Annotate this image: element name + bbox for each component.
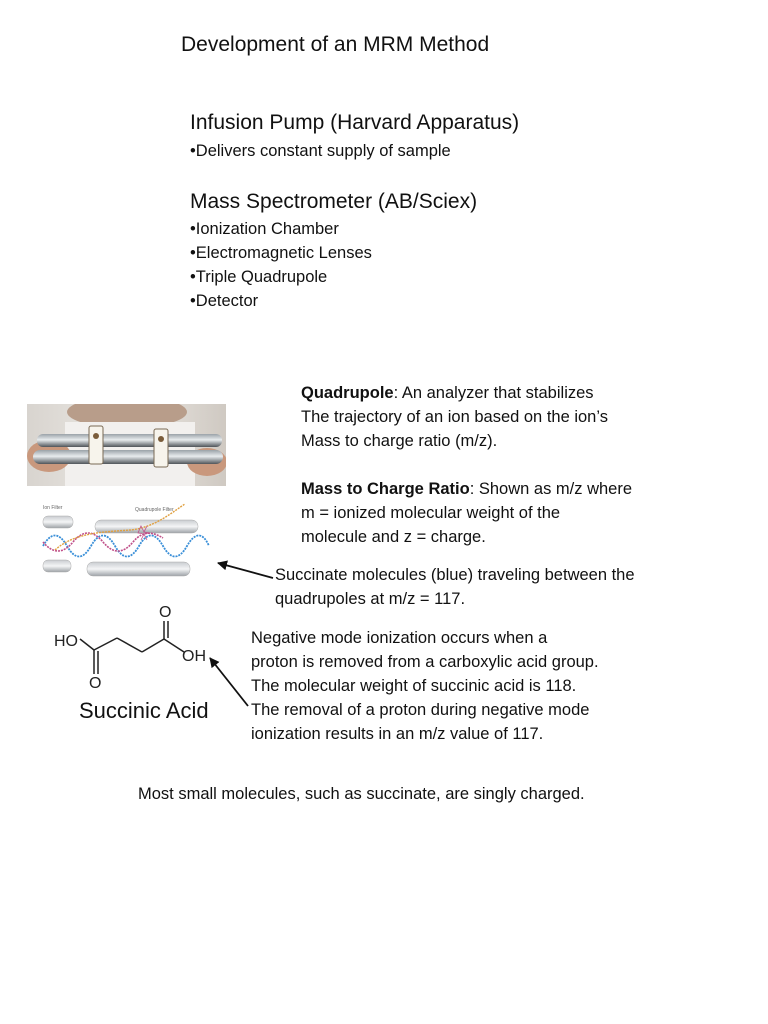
quadrupole-line: : An analyzer that stabilizes [393,384,594,402]
caption-line: Succinate molecules (blue) traveling between the [275,566,635,584]
carbon-skeleton [80,621,184,674]
spectrometer-heading: Mass Spectrometer (AB/Sciex) [190,190,478,213]
ionization-explanation [251,626,599,746]
diagram-caption [275,563,635,611]
pump-heading: Infusion Pump (Harvard Apparatus) [190,111,520,134]
spectrometer-bullet: •Ionization Chamber [190,220,339,238]
quadrupole-rod [87,562,190,576]
spectrometer-bullet: •Electromagnetic Lenses [190,244,372,262]
atom-oh: OH [182,648,206,665]
succinic-acid-structure [50,602,210,692]
mz-term: Mass to Charge Ratio [301,480,470,498]
mz-line: : Shown as m/z where [469,480,633,498]
page-title: Development of an MRM Method [181,33,490,56]
pump-bullet: •Delivers constant supply of sample [190,142,451,160]
ionization-arrow [210,658,248,706]
quadrupole-diagram [35,502,215,582]
ion-trajectory-blue [43,536,209,557]
atom-ho: HO [54,633,78,650]
quadrupole-line: The trajectory of an ion based on the ion’s [301,408,608,426]
caption-arrow [218,563,273,578]
spectrometer-bullet: •Triple Quadrupole [190,268,328,286]
footer-note: Most small molecules, such as succinate, are singly charged. [138,785,585,803]
caption-line: quadrupoles at m/z = 117. [275,590,466,608]
spectrometer-bullet: •Detector [190,292,259,310]
atom-o-top: O [159,604,172,621]
mz-definition [301,477,632,549]
ionization-line: The removal of a proton during negative mode [251,701,590,719]
quadrupole-filter-label: Quadrupole Filter [135,507,174,513]
ionization-line: ionization results in an m/z value of 117. [251,725,544,743]
ion-filter-label: Ion Filter [43,505,63,511]
mz-line: molecule and z = charge. [301,528,486,546]
quadrupole-term: Quadrupole [301,384,394,402]
ionization-line: The molecular weight of succinic acid is 118. [251,677,577,695]
quadrupole-line: Mass to charge ratio (m/z). [301,432,498,450]
ionization-line: proton is removed from a carboxylic acid group. [251,653,599,671]
quadrupole-definition [301,381,608,453]
mz-line: m = ionized molecular weight of the [301,504,561,522]
ionization-line: Negative mode ionization occurs when a [251,629,548,647]
quadrupole-photo [27,404,226,486]
succinic-acid-label: Succinic Acid [79,698,209,723]
filter-rod [43,516,73,528]
filter-rod [43,560,71,572]
atom-o-bottom: O [89,675,102,692]
